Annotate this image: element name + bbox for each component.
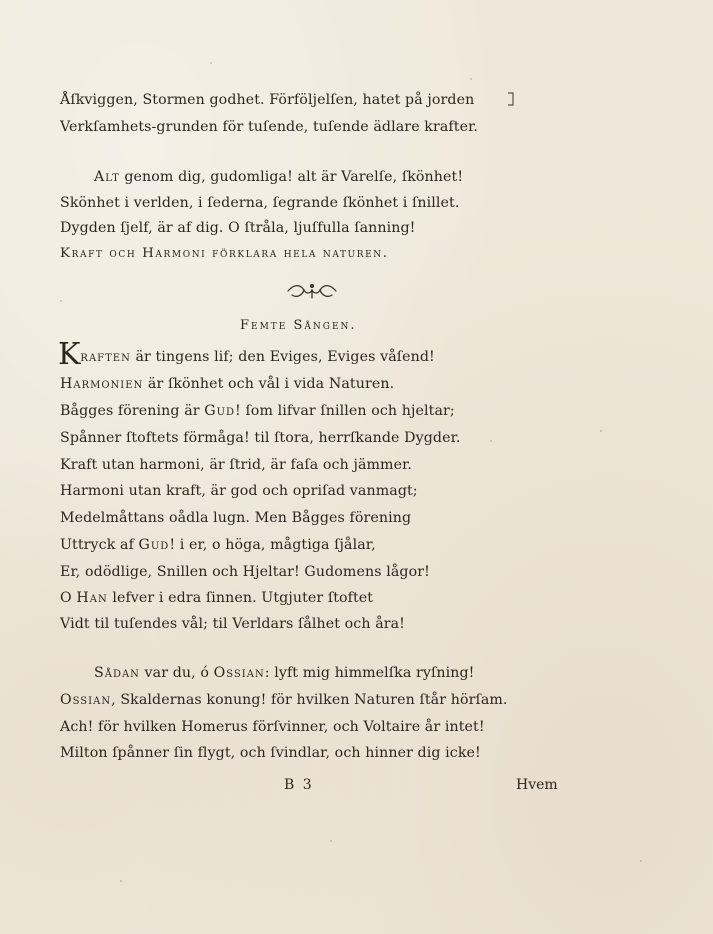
signature-mark: B 3 (284, 777, 314, 793)
small-caps-word: Han (76, 590, 108, 606)
poem-line (60, 690, 508, 710)
margin-bracket-mark (506, 92, 516, 106)
paper-speck (210, 62, 212, 64)
line-text: ! ſom lifvar ſnillen och hjeltar; (235, 403, 455, 419)
small-caps-lead: Harmonien (60, 376, 144, 392)
paper-speck (120, 880, 122, 882)
line-text: lefver i edra ſinnen. Utgjuter ſtoftet (107, 590, 374, 606)
poem-line: Åſkviggen, Stormen godhet. Förföljelſen, hatet på jorden (60, 92, 475, 108)
poem-line: Er, odödlige, Snillen och Hjeltar! Gudomens lågor! (60, 564, 430, 580)
poem-line: Skönhet i verlden, i ſederna, ſegrande ſkönhet i ſnillet. (60, 195, 460, 211)
paper-speck (330, 840, 332, 842)
small-caps-lead: raften (80, 349, 131, 365)
poem-line (60, 588, 373, 608)
small-caps-lead: Sådan (94, 665, 140, 681)
small-caps-lead: Alt (94, 169, 120, 185)
poem-line (60, 401, 455, 421)
line-text: var du, ó (139, 665, 214, 681)
poem-line (94, 167, 463, 187)
line-text: Bågges förening är (60, 403, 205, 419)
poem-line: Kraft utan harmoni, är ſtrid, är faſa och jämmer. (60, 457, 413, 473)
line-text: : lyft mig himmelſka ryſning! (264, 665, 475, 681)
poem-line: Ach! för hvilken Homerus förſvinner, och Voltaire år intet! (60, 719, 485, 735)
small-caps-word: Ossian (60, 692, 112, 708)
line-text: är ſkönhet och vål i vida Naturen. (143, 376, 395, 392)
drop-capital: K (58, 337, 81, 372)
catchword: Hvem (516, 777, 558, 793)
line-text: är tingens lif; den Eviges, Eviges våſend! (130, 349, 435, 365)
line-text: ! i er, o höga, mågtiga ſjålar, (169, 537, 376, 553)
line-text: , Skaldernas konung! för hvilken Naturen ſtår hörſam. (111, 692, 508, 708)
poem-line: Spånner ſtoftets förmåga! til ſtora, herrſkande Dygder. (60, 430, 461, 446)
poem-line: Harmoni utan kraft, är god och opriſad vanmagt; (60, 483, 418, 499)
small-caps-word: Ossian (213, 665, 265, 681)
small-caps-word: Gud (138, 537, 170, 553)
poem-line: Medelmåttans oådla lugn. Men Bågges förening (60, 510, 412, 526)
fleuron-ornament (284, 280, 340, 302)
poem-line (58, 337, 435, 372)
line-text: O (60, 590, 77, 606)
poem-line: Milton ſpånner ſin flygt, och ſvindlar, och hinner dig icke! (60, 745, 481, 761)
poem-line: Dygden ſjelf, är af dig. O ſtråla, ljuſfulla ſanning! (60, 220, 416, 236)
poem-line-small-caps: Kraft och Harmoni förklara hela naturen. (60, 246, 389, 261)
line-text: Uttryck af (60, 537, 139, 553)
poem-line: Vidt til tuſendes vål; til Verldars ſålhet och åra! (60, 616, 405, 632)
paper-speck (470, 78, 472, 80)
small-caps-word: Gud (204, 403, 236, 419)
poem-line: Verkſamhets-grunden för tuſende, tuſende ädlare krafter. (60, 119, 479, 135)
line-text: genom dig, gudomliga! alt är Varelſe, ſkönhet! (119, 169, 464, 185)
poem-line (60, 374, 394, 394)
section-heading: Femte Sången. (240, 318, 357, 333)
poem-line (60, 535, 376, 555)
paper-speck (640, 860, 642, 862)
poem-line (94, 663, 474, 683)
paper-speck (490, 440, 492, 442)
paper-speck (60, 300, 62, 302)
paper-speck (600, 430, 602, 432)
